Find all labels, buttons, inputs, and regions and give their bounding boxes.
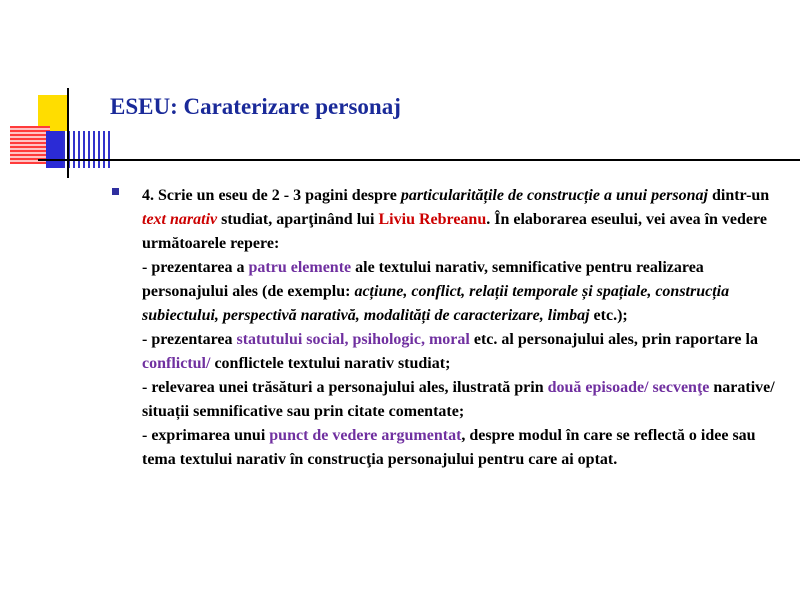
text-run: 4. Scrie un eseu de 2 - 3 pagini despre	[142, 187, 401, 204]
paragraph-item-4	[142, 424, 782, 472]
text-italic: particularitățile de construcție a unui personaj	[400, 187, 708, 204]
text-highlight-purple: patru elemente	[248, 259, 352, 276]
paragraph-item-2	[142, 328, 782, 376]
text-run: dintr-un	[707, 187, 770, 204]
decor-horizontal-line	[38, 159, 800, 161]
text-highlight-purple: conflictul/	[142, 355, 211, 372]
text-run: narative/ situații semnificative sau prin citate comentate;	[142, 379, 775, 420]
text-run: conflictele textului narativ studiat;	[210, 355, 451, 372]
text-highlight-purple: statutului social, psihologic, moral	[236, 331, 470, 348]
text-run: etc. al personajului ales, prin raportare la	[469, 331, 758, 348]
paragraph-task	[142, 184, 782, 256]
text-run: - exprimarea unui	[142, 427, 270, 444]
text-run: studiat, aparţinând lui	[217, 211, 379, 228]
text-run: - prezentarea	[142, 331, 237, 348]
slide-title: ESEU: Caraterizare personaj	[110, 94, 401, 119]
decor-blue-stripes	[63, 131, 110, 168]
text-run: etc.);	[589, 307, 628, 324]
text-run: . În elaborarea eseului, vei avea în vedere următoarele repere:	[142, 211, 767, 252]
text-highlight-purple: punct de vedere argumentat	[269, 427, 462, 444]
decor-vertical-line	[67, 88, 69, 178]
text-run: - relevarea unei trăsături a personajului ales, ilustrată prin	[142, 379, 548, 396]
bullet-icon	[112, 188, 119, 195]
slide-body	[142, 184, 782, 472]
paragraph-item-3	[142, 376, 782, 424]
text-highlight-red: text narativ	[142, 211, 218, 228]
author-name: Liviu Rebreanu	[378, 211, 487, 228]
text-italic: acțiune, conflict, relații temporale și spațiale, construcția subiectului, perspectivă narativă, modalități de caracterizare, limbaj	[142, 283, 730, 324]
decor-blue-square	[46, 131, 63, 168]
text-run: , despre modul în care se reflectă o idee sau tema textului narativ în construcţia personajului pentru care ai optat.	[142, 427, 756, 468]
text-highlight-purple: două episoade/ secvenţe	[547, 379, 710, 396]
text-run: - prezentarea a	[142, 259, 249, 276]
paragraph-item-1	[142, 256, 782, 328]
text-run: ale textului narativ, semnificative pentru realizarea personajului ales (de exemplu:	[142, 259, 704, 300]
